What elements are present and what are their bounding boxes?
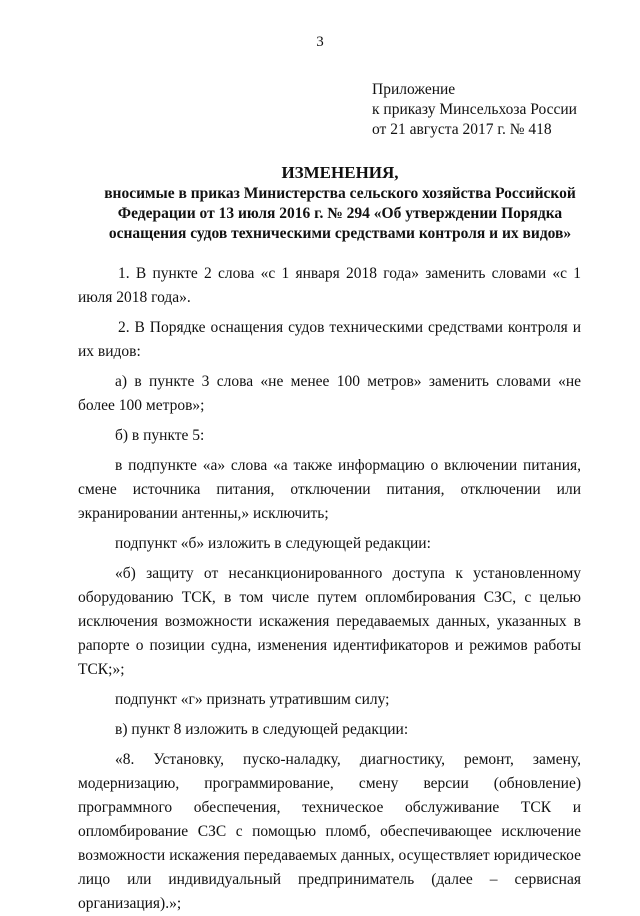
title-line: оснащения судов техническими средствами контроля и их видов» xyxy=(108,225,572,242)
paragraph: в подпункте «а» слова «а также информацию о включении питания, смене источника питания, отключении питания, отключении или экранировании антенны,» исключить; xyxy=(78,457,581,522)
page-number: 3 xyxy=(316,34,324,50)
paragraph: «8. Установку, пуско-наладку, диагностику, ремонт, замену, модернизацию, программирование, смену версии (обновление) программного обеспечения, техническое обслуживание ТСК и опломбирование СЗС с помощью пломб, обеспечивающее исключение возможности искажения передаваемых данных, осуществляет юридическое лицо или индивидуальный предприниматель (далее – сервисная организация).»; xyxy=(78,751,581,912)
paragraph: «б) защиту от несанкционированного доступа к установленному оборудованию ТСК, в том числе путем опломбирования СЗС, с целью исключения возможности искажения передаваемых данных, указанных в рапорте о позиции судна, изменения идентификаторов и режимов работы ТСК;»; xyxy=(78,565,581,678)
title-line: вносимые в приказ Министерства сельского хозяйства Российской xyxy=(104,185,576,202)
paragraph: в) пункт 8 изложить в следующей редакции: xyxy=(115,721,409,738)
paragraph: 1. В пункте 2 слова «с 1 января 2018 года» заменить словами «с 1 июля 2018 года». xyxy=(78,265,581,306)
title-heading: ИЗМЕНЕНИЯ, xyxy=(281,163,399,182)
appendix-line: Приложение xyxy=(372,81,456,98)
document-body xyxy=(78,262,581,916)
appendix-line: от 21 августа 2017 г. № 418 xyxy=(372,121,552,138)
paragraph: подпункт «г» признать утратившим силу; xyxy=(115,691,390,708)
paragraph: подпункт «б» изложить в следующей редакции: xyxy=(115,535,431,552)
appendix-line: к приказу Минсельхоза России xyxy=(372,101,577,118)
paragraph: б) в пункте 5: xyxy=(115,427,205,444)
paragraph: 2. В Порядке оснащения судов техническими средствами контроля и их видов: xyxy=(78,319,581,360)
title-line: Федерации от 13 июля 2016 г. № 294 «Об утверждении Порядка xyxy=(117,205,563,222)
appendix-block xyxy=(372,80,577,140)
paragraph: а) в пункте 3 слова «не менее 100 метров» заменить словами «не более 100 метров»; xyxy=(78,373,581,414)
document-title xyxy=(60,162,620,244)
